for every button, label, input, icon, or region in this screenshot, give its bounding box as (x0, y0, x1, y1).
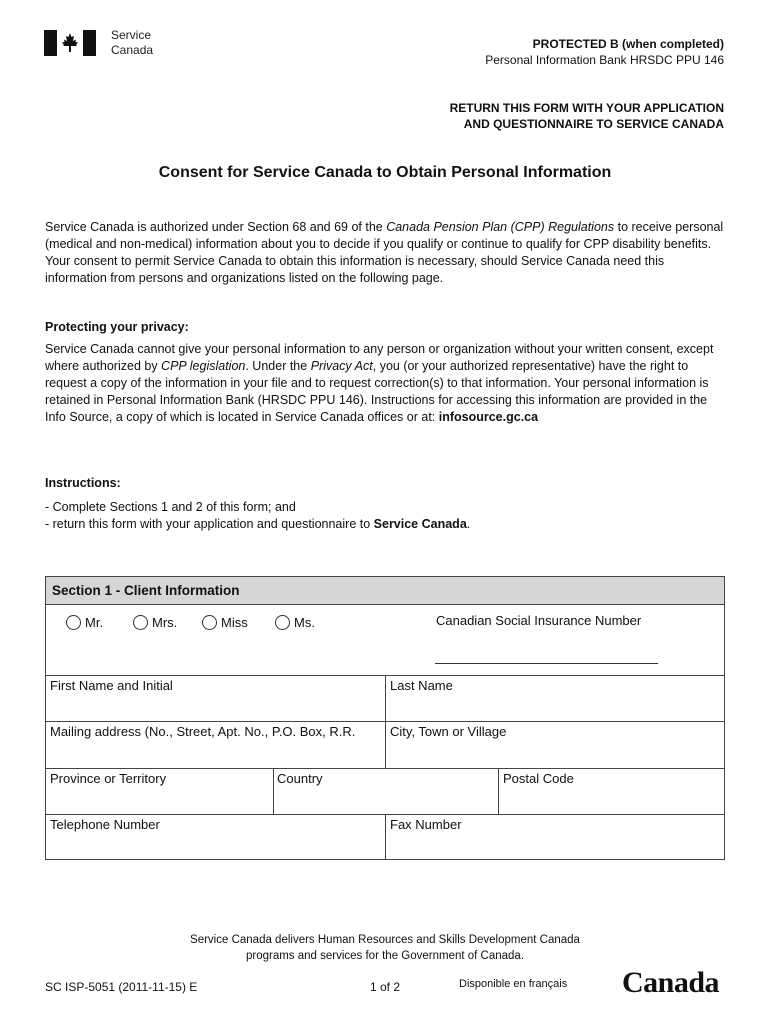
infosource-link[interactable]: infosource.gc.ca (438, 410, 539, 424)
section-1-heading: Section 1 - Client Information (46, 577, 724, 605)
telephone-field[interactable]: Telephone Number (50, 817, 160, 832)
canada-flag-icon (44, 30, 96, 56)
radio-circle-icon (202, 615, 217, 630)
title-radio-mr[interactable]: Mr. (66, 615, 103, 630)
department-name: Service Canada (111, 28, 154, 57)
postal-code-field[interactable]: Postal Code (503, 771, 574, 786)
privacy-paragraph: Service Canada cannot give your personal information to any person or organization without your written consent, except where authorized by CPP legislation. Under the Privacy Act, you (or your authorized representative) have the right to request a copy of the information in your file and to request correction(s) to that information. Your personal information is retained in Personal Information Bank (HRSDC PPU 146). Instructions for accessing this information are provided in the Info Source, a copy of which is located in Service Canada offices or at: infosource.gc.ca (45, 342, 714, 424)
fax-field[interactable]: Fax Number (390, 817, 462, 832)
return-notice: RETURN THIS FORM WITH YOUR APPLICATION AND QUESTIONNAIRE TO SERVICE CANADA (449, 101, 724, 131)
sin-input[interactable] (435, 663, 658, 664)
radio-circle-icon (133, 615, 148, 630)
footer-statement: Service Canada delivers Human Resources and Skills Development Canada programs and services for the Government of Canada. (190, 934, 580, 962)
canada-wordmark: Canada (622, 966, 720, 999)
city-field[interactable]: City, Town or Village (390, 724, 507, 739)
title-radio-ms[interactable]: Ms. (275, 615, 315, 630)
title-radio-mrs[interactable]: Mrs. (133, 615, 177, 630)
mailing-address-field[interactable]: Mailing address (No., Street, Apt. No., P.O. Box, R.R. (50, 724, 356, 739)
province-field[interactable]: Province or Territory (50, 771, 167, 786)
intro-paragraph: Service Canada is authorized under Section 68 and 69 of the Canada Pension Plan (CPP) Regulations to receive personal (medical and non-medical) information about you to decide if you qualify or continue to qualify for CPP disability benefits. Your consent to permit Service Canada to obtain this information is necessary, should Service Canada need this information from persons and organizations listed on the following page. (45, 220, 724, 285)
section-1-client-information (45, 576, 725, 860)
first-name-field[interactable]: First Name and Initial (50, 678, 173, 693)
sin-label: Canadian Social Insurance Number (436, 613, 642, 628)
form-number: SC ISP-5051 (2011-11-15) E (45, 980, 198, 994)
radio-circle-icon (275, 615, 290, 630)
last-name-field[interactable]: Last Name (390, 678, 453, 693)
form-title: Consent for Service Canada to Obtain Personal Information (158, 164, 612, 181)
title-radio-miss[interactable]: Miss (202, 615, 248, 630)
instructions-list: - Complete Sections 1 and 2 of this form; and - return this form with your application and questionnaire to Service Canada. (45, 500, 471, 531)
page-number: 1 of 2 (370, 980, 401, 994)
instructions-heading: Instructions: (45, 476, 121, 490)
radio-circle-icon (66, 615, 81, 630)
protected-notice: PROTECTED B (when completed) Personal Information Bank HRSDC PPU 146 (485, 37, 724, 67)
french-availability: Disponible en français (459, 978, 568, 990)
country-field[interactable]: Country (277, 771, 323, 786)
privacy-heading: Protecting your privacy: (45, 320, 189, 334)
